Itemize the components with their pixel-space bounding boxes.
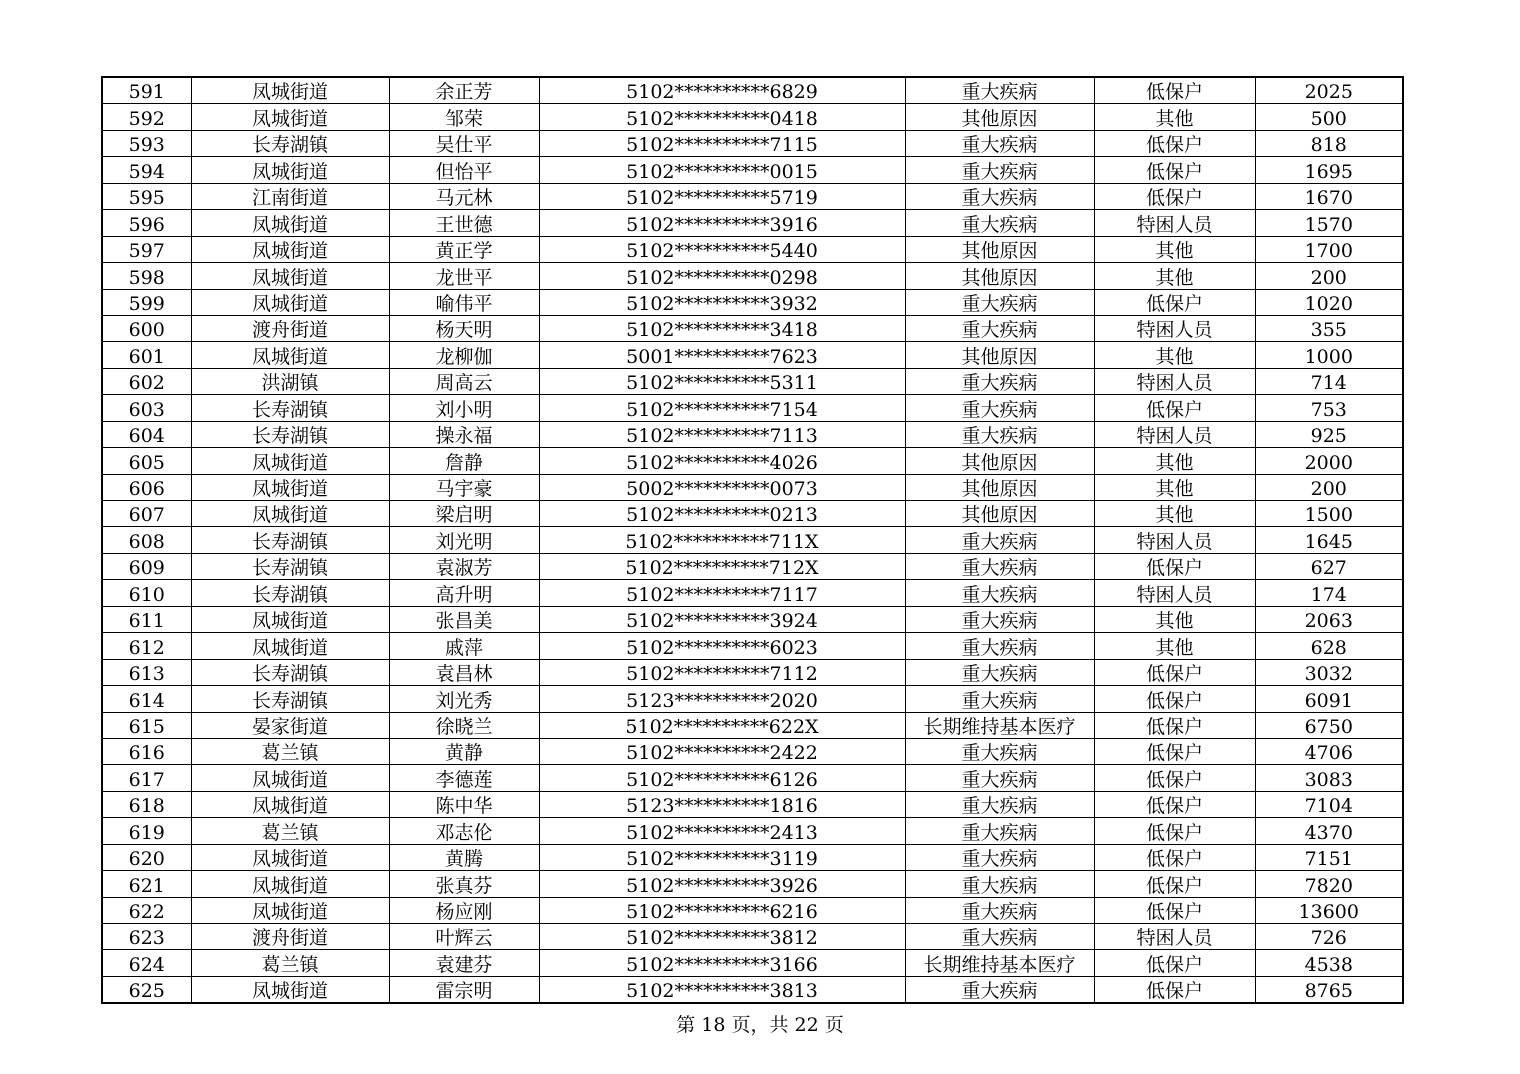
row-number-cell: 625 xyxy=(102,976,191,1003)
reason-cell: 重大疾病 xyxy=(905,686,1094,712)
district-cell: 长寿湖镇 xyxy=(191,686,389,712)
district-cell: 凤城街道 xyxy=(191,289,389,315)
district-cell: 葛兰镇 xyxy=(191,738,389,764)
category-cell: 特困人员 xyxy=(1094,315,1255,341)
id-number-cell: 5102**********2413 xyxy=(539,818,905,844)
table-row xyxy=(102,712,1403,738)
row-number-cell: 599 xyxy=(102,289,191,315)
reason-cell: 重大疾病 xyxy=(905,765,1094,791)
name-cell: 张真芬 xyxy=(389,871,539,897)
id-number-cell: 5123**********1816 xyxy=(539,791,905,817)
reason-cell: 重大疾病 xyxy=(905,897,1094,923)
amount-cell: 355 xyxy=(1255,315,1403,341)
district-cell: 凤城街道 xyxy=(191,606,389,632)
row-number-cell: 617 xyxy=(102,765,191,791)
amount-cell: 4706 xyxy=(1255,738,1403,764)
district-cell: 凤城街道 xyxy=(191,77,389,104)
category-cell: 其他 xyxy=(1094,342,1255,368)
row-number-cell: 602 xyxy=(102,368,191,394)
category-cell: 其他 xyxy=(1094,448,1255,474)
name-cell: 马元林 xyxy=(389,183,539,209)
name-cell: 邓志伦 xyxy=(389,818,539,844)
category-cell: 低保户 xyxy=(1094,686,1255,712)
district-cell: 凤城街道 xyxy=(191,236,389,262)
table-row xyxy=(102,130,1403,156)
amount-cell: 726 xyxy=(1255,924,1403,950)
table-row xyxy=(102,924,1403,950)
id-number-cell: 5102**********3119 xyxy=(539,844,905,870)
name-cell: 吴仕平 xyxy=(389,130,539,156)
category-cell: 低保户 xyxy=(1094,157,1255,183)
table-row xyxy=(102,77,1403,104)
category-cell: 低保户 xyxy=(1094,897,1255,923)
table-row xyxy=(102,686,1403,712)
reason-cell: 重大疾病 xyxy=(905,606,1094,632)
row-number-cell: 615 xyxy=(102,712,191,738)
id-number-cell: 5102**********0015 xyxy=(539,157,905,183)
reason-cell: 重大疾病 xyxy=(905,77,1094,104)
row-number-cell: 603 xyxy=(102,395,191,421)
row-number-cell: 604 xyxy=(102,421,191,447)
row-number-cell: 598 xyxy=(102,263,191,289)
id-number-cell: 5102**********711X xyxy=(539,527,905,553)
table-row xyxy=(102,871,1403,897)
row-number-cell: 600 xyxy=(102,315,191,341)
row-number-cell: 619 xyxy=(102,818,191,844)
name-cell: 梁启明 xyxy=(389,501,539,527)
district-cell: 凤城街道 xyxy=(191,791,389,817)
id-number-cell: 5102**********6829 xyxy=(539,77,905,104)
name-cell: 戚萍 xyxy=(389,633,539,659)
category-cell: 低保户 xyxy=(1094,659,1255,685)
id-number-cell: 5102**********3813 xyxy=(539,976,905,1003)
table-row xyxy=(102,421,1403,447)
category-cell: 低保户 xyxy=(1094,950,1255,976)
district-cell: 长寿湖镇 xyxy=(191,553,389,579)
amount-cell: 2025 xyxy=(1255,77,1403,104)
district-cell: 凤城街道 xyxy=(191,263,389,289)
id-number-cell: 5102**********0418 xyxy=(539,104,905,130)
category-cell: 低保户 xyxy=(1094,791,1255,817)
amount-cell: 3083 xyxy=(1255,765,1403,791)
table-row xyxy=(102,527,1403,553)
district-cell: 葛兰镇 xyxy=(191,818,389,844)
amount-cell: 2000 xyxy=(1255,448,1403,474)
row-number-cell: 614 xyxy=(102,686,191,712)
name-cell: 王世德 xyxy=(389,210,539,236)
id-number-cell: 5102**********6216 xyxy=(539,897,905,923)
district-cell: 凤城街道 xyxy=(191,633,389,659)
reason-cell: 重大疾病 xyxy=(905,553,1094,579)
category-cell: 低保户 xyxy=(1094,871,1255,897)
district-cell: 葛兰镇 xyxy=(191,950,389,976)
id-number-cell: 5102**********7117 xyxy=(539,580,905,606)
reason-cell: 重大疾病 xyxy=(905,659,1094,685)
reason-cell: 长期维持基本医疗 xyxy=(905,712,1094,738)
amount-cell: 1670 xyxy=(1255,183,1403,209)
row-number-cell: 595 xyxy=(102,183,191,209)
table-row xyxy=(102,553,1403,579)
district-cell: 长寿湖镇 xyxy=(191,580,389,606)
row-number-cell: 594 xyxy=(102,157,191,183)
reason-cell: 长期维持基本医疗 xyxy=(905,950,1094,976)
table-row xyxy=(102,368,1403,394)
reason-cell: 其他原因 xyxy=(905,501,1094,527)
table-row xyxy=(102,791,1403,817)
district-cell: 凤城街道 xyxy=(191,342,389,368)
amount-cell: 3032 xyxy=(1255,659,1403,685)
name-cell: 龙世平 xyxy=(389,263,539,289)
category-cell: 低保户 xyxy=(1094,818,1255,844)
name-cell: 徐晓兰 xyxy=(389,712,539,738)
name-cell: 陈中华 xyxy=(389,791,539,817)
category-cell: 特困人员 xyxy=(1094,580,1255,606)
table-row xyxy=(102,104,1403,130)
table-row xyxy=(102,289,1403,315)
reason-cell: 重大疾病 xyxy=(905,183,1094,209)
id-number-cell: 5102**********712X xyxy=(539,553,905,579)
reason-cell: 其他原因 xyxy=(905,236,1094,262)
category-cell: 其他 xyxy=(1094,263,1255,289)
id-number-cell: 5102**********7113 xyxy=(539,421,905,447)
row-number-cell: 622 xyxy=(102,897,191,923)
id-number-cell: 5102**********3924 xyxy=(539,606,905,632)
reason-cell: 其他原因 xyxy=(905,263,1094,289)
table-row xyxy=(102,501,1403,527)
category-cell: 其他 xyxy=(1094,606,1255,632)
reason-cell: 其他原因 xyxy=(905,448,1094,474)
table-row xyxy=(102,210,1403,236)
id-number-cell: 5102**********0213 xyxy=(539,501,905,527)
reason-cell: 重大疾病 xyxy=(905,976,1094,1003)
row-number-cell: 616 xyxy=(102,738,191,764)
name-cell: 袁昌林 xyxy=(389,659,539,685)
reason-cell: 其他原因 xyxy=(905,104,1094,130)
row-number-cell: 623 xyxy=(102,924,191,950)
id-number-cell: 5102**********3418 xyxy=(539,315,905,341)
district-cell: 凤城街道 xyxy=(191,871,389,897)
name-cell: 但怡平 xyxy=(389,157,539,183)
amount-cell: 1020 xyxy=(1255,289,1403,315)
name-cell: 操永福 xyxy=(389,421,539,447)
category-cell: 其他 xyxy=(1094,501,1255,527)
row-number-cell: 613 xyxy=(102,659,191,685)
reason-cell: 重大疾病 xyxy=(905,818,1094,844)
reason-cell: 重大疾病 xyxy=(905,210,1094,236)
row-number-cell: 621 xyxy=(102,871,191,897)
category-cell: 特困人员 xyxy=(1094,527,1255,553)
category-cell: 低保户 xyxy=(1094,738,1255,764)
id-number-cell: 5102**********7112 xyxy=(539,659,905,685)
amount-cell: 818 xyxy=(1255,130,1403,156)
id-number-cell: 5102**********3916 xyxy=(539,210,905,236)
district-cell: 凤城街道 xyxy=(191,157,389,183)
id-number-cell: 5102**********5719 xyxy=(539,183,905,209)
reason-cell: 重大疾病 xyxy=(905,395,1094,421)
category-cell: 低保户 xyxy=(1094,395,1255,421)
amount-cell: 174 xyxy=(1255,580,1403,606)
reason-cell: 重大疾病 xyxy=(905,738,1094,764)
name-cell: 黄静 xyxy=(389,738,539,764)
id-number-cell: 5102**********5311 xyxy=(539,368,905,394)
row-number-cell: 612 xyxy=(102,633,191,659)
name-cell: 龙柳伽 xyxy=(389,342,539,368)
table-row xyxy=(102,342,1403,368)
amount-cell: 500 xyxy=(1255,104,1403,130)
id-number-cell: 5102**********6126 xyxy=(539,765,905,791)
category-cell: 其他 xyxy=(1094,236,1255,262)
name-cell: 刘光明 xyxy=(389,527,539,553)
name-cell: 周高云 xyxy=(389,368,539,394)
name-cell: 袁建芬 xyxy=(389,950,539,976)
name-cell: 喻伟平 xyxy=(389,289,539,315)
amount-cell: 200 xyxy=(1255,263,1403,289)
name-cell: 黄正学 xyxy=(389,236,539,262)
reason-cell: 重大疾病 xyxy=(905,924,1094,950)
reason-cell: 重大疾病 xyxy=(905,368,1094,394)
row-number-cell: 593 xyxy=(102,130,191,156)
name-cell: 余正芳 xyxy=(389,77,539,104)
amount-cell: 1000 xyxy=(1255,342,1403,368)
row-number-cell: 591 xyxy=(102,77,191,104)
row-number-cell: 611 xyxy=(102,606,191,632)
row-number-cell: 624 xyxy=(102,950,191,976)
district-cell: 晏家街道 xyxy=(191,712,389,738)
amount-cell: 925 xyxy=(1255,421,1403,447)
district-cell: 凤城街道 xyxy=(191,976,389,1003)
page-footer: 第 18 页，共 22 页 xyxy=(676,1014,844,1036)
reason-cell: 重大疾病 xyxy=(905,527,1094,553)
row-number-cell: 607 xyxy=(102,501,191,527)
data-table xyxy=(101,76,1404,1004)
name-cell: 叶辉云 xyxy=(389,924,539,950)
reason-cell: 重大疾病 xyxy=(905,791,1094,817)
district-cell: 渡舟街道 xyxy=(191,315,389,341)
amount-cell: 1570 xyxy=(1255,210,1403,236)
category-cell: 低保户 xyxy=(1094,183,1255,209)
row-number-cell: 605 xyxy=(102,448,191,474)
table-row xyxy=(102,183,1403,209)
id-number-cell: 5102**********0298 xyxy=(539,263,905,289)
table-row xyxy=(102,474,1403,500)
id-number-cell: 5002**********0073 xyxy=(539,474,905,500)
amount-cell: 4538 xyxy=(1255,950,1403,976)
name-cell: 邹荣 xyxy=(389,104,539,130)
table-row xyxy=(102,950,1403,976)
reason-cell: 其他原因 xyxy=(905,474,1094,500)
amount-cell: 1645 xyxy=(1255,527,1403,553)
category-cell: 特困人员 xyxy=(1094,368,1255,394)
name-cell: 刘光秀 xyxy=(389,686,539,712)
id-number-cell: 5102**********7115 xyxy=(539,130,905,156)
category-cell: 特困人员 xyxy=(1094,421,1255,447)
district-cell: 渡舟街道 xyxy=(191,924,389,950)
district-cell: 长寿湖镇 xyxy=(191,421,389,447)
id-number-cell: 5102**********4026 xyxy=(539,448,905,474)
reason-cell: 重大疾病 xyxy=(905,580,1094,606)
name-cell: 杨应刚 xyxy=(389,897,539,923)
category-cell: 其他 xyxy=(1094,104,1255,130)
amount-cell: 200 xyxy=(1255,474,1403,500)
id-number-cell: 5102**********3812 xyxy=(539,924,905,950)
id-number-cell: 5102**********3926 xyxy=(539,871,905,897)
table-body xyxy=(102,77,1403,1003)
table-row xyxy=(102,765,1403,791)
row-number-cell: 618 xyxy=(102,791,191,817)
category-cell: 低保户 xyxy=(1094,130,1255,156)
table-row xyxy=(102,236,1403,262)
category-cell: 低保户 xyxy=(1094,77,1255,104)
reason-cell: 重大疾病 xyxy=(905,844,1094,870)
amount-cell: 7104 xyxy=(1255,791,1403,817)
district-cell: 长寿湖镇 xyxy=(191,395,389,421)
name-cell: 刘小明 xyxy=(389,395,539,421)
district-cell: 凤城街道 xyxy=(191,448,389,474)
amount-cell: 1500 xyxy=(1255,501,1403,527)
district-cell: 凤城街道 xyxy=(191,765,389,791)
category-cell: 特困人员 xyxy=(1094,924,1255,950)
id-number-cell: 5123**********2020 xyxy=(539,686,905,712)
name-cell: 雷宗明 xyxy=(389,976,539,1003)
reason-cell: 重大疾病 xyxy=(905,315,1094,341)
name-cell: 詹静 xyxy=(389,448,539,474)
table-row xyxy=(102,157,1403,183)
reason-cell: 其他原因 xyxy=(905,342,1094,368)
name-cell: 袁淑芳 xyxy=(389,553,539,579)
category-cell: 特困人员 xyxy=(1094,210,1255,236)
category-cell: 低保户 xyxy=(1094,712,1255,738)
name-cell: 杨天明 xyxy=(389,315,539,341)
table-row xyxy=(102,818,1403,844)
name-cell: 张昌美 xyxy=(389,606,539,632)
id-number-cell: 5102**********3932 xyxy=(539,289,905,315)
id-number-cell: 5001**********7623 xyxy=(539,342,905,368)
table-row xyxy=(102,976,1403,1003)
amount-cell: 8765 xyxy=(1255,976,1403,1003)
category-cell: 低保户 xyxy=(1094,289,1255,315)
row-number-cell: 608 xyxy=(102,527,191,553)
category-cell: 低保户 xyxy=(1094,553,1255,579)
amount-cell: 4370 xyxy=(1255,818,1403,844)
table-row xyxy=(102,448,1403,474)
name-cell: 李德莲 xyxy=(389,765,539,791)
table-row xyxy=(102,738,1403,764)
table-row xyxy=(102,844,1403,870)
reason-cell: 重大疾病 xyxy=(905,871,1094,897)
amount-cell: 2063 xyxy=(1255,606,1403,632)
row-number-cell: 609 xyxy=(102,553,191,579)
district-cell: 江南街道 xyxy=(191,183,389,209)
name-cell: 黄腾 xyxy=(389,844,539,870)
row-number-cell: 610 xyxy=(102,580,191,606)
reason-cell: 重大疾病 xyxy=(905,157,1094,183)
table-row xyxy=(102,315,1403,341)
id-number-cell: 5102**********3166 xyxy=(539,950,905,976)
table-row xyxy=(102,633,1403,659)
table-row xyxy=(102,897,1403,923)
category-cell: 其他 xyxy=(1094,633,1255,659)
table-row xyxy=(102,395,1403,421)
amount-cell: 7820 xyxy=(1255,871,1403,897)
row-number-cell: 601 xyxy=(102,342,191,368)
district-cell: 凤城街道 xyxy=(191,474,389,500)
table-row xyxy=(102,606,1403,632)
district-cell: 凤城街道 xyxy=(191,897,389,923)
row-number-cell: 596 xyxy=(102,210,191,236)
reason-cell: 重大疾病 xyxy=(905,421,1094,447)
category-cell: 其他 xyxy=(1094,474,1255,500)
row-number-cell: 597 xyxy=(102,236,191,262)
amount-cell: 1695 xyxy=(1255,157,1403,183)
amount-cell: 628 xyxy=(1255,633,1403,659)
reason-cell: 重大疾病 xyxy=(905,633,1094,659)
amount-cell: 753 xyxy=(1255,395,1403,421)
district-cell: 凤城街道 xyxy=(191,501,389,527)
district-cell: 凤城街道 xyxy=(191,104,389,130)
name-cell: 高升明 xyxy=(389,580,539,606)
amount-cell: 13600 xyxy=(1255,897,1403,923)
row-number-cell: 606 xyxy=(102,474,191,500)
amount-cell: 6091 xyxy=(1255,686,1403,712)
district-cell: 长寿湖镇 xyxy=(191,527,389,553)
district-cell: 洪湖镇 xyxy=(191,368,389,394)
id-number-cell: 5102**********6023 xyxy=(539,633,905,659)
district-cell: 凤城街道 xyxy=(191,844,389,870)
row-number-cell: 592 xyxy=(102,104,191,130)
table-row xyxy=(102,659,1403,685)
table-row xyxy=(102,263,1403,289)
reason-cell: 重大疾病 xyxy=(905,289,1094,315)
id-number-cell: 5102**********2422 xyxy=(539,738,905,764)
table-row xyxy=(102,580,1403,606)
amount-cell: 1700 xyxy=(1255,236,1403,262)
district-cell: 凤城街道 xyxy=(191,210,389,236)
id-number-cell: 5102**********5440 xyxy=(539,236,905,262)
district-cell: 长寿湖镇 xyxy=(191,130,389,156)
category-cell: 低保户 xyxy=(1094,765,1255,791)
row-number-cell: 620 xyxy=(102,844,191,870)
id-number-cell: 5102**********7154 xyxy=(539,395,905,421)
category-cell: 低保户 xyxy=(1094,976,1255,1003)
amount-cell: 6750 xyxy=(1255,712,1403,738)
reason-cell: 重大疾病 xyxy=(905,130,1094,156)
name-cell: 马宇豪 xyxy=(389,474,539,500)
category-cell: 低保户 xyxy=(1094,844,1255,870)
district-cell: 长寿湖镇 xyxy=(191,659,389,685)
amount-cell: 7151 xyxy=(1255,844,1403,870)
amount-cell: 627 xyxy=(1255,553,1403,579)
id-number-cell: 5102**********622X xyxy=(539,712,905,738)
amount-cell: 714 xyxy=(1255,368,1403,394)
